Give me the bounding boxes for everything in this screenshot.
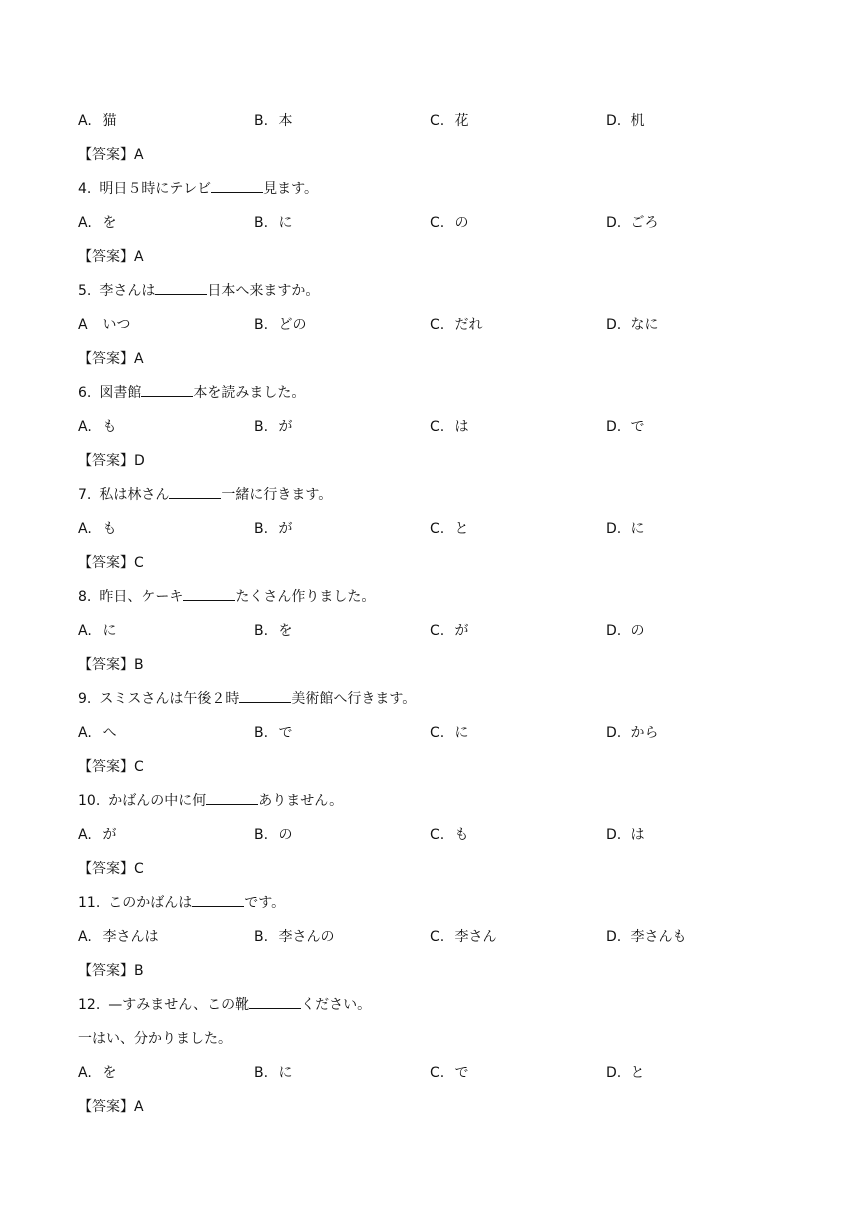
option-label: B. (254, 113, 269, 129)
option-b (254, 724, 430, 758)
option-text: と (454, 521, 469, 537)
option-d (606, 418, 782, 452)
option-text: いつ (102, 317, 131, 333)
option-label: C. (430, 113, 445, 129)
question-line (78, 180, 798, 214)
option-label: A. (78, 725, 92, 741)
option-a (78, 214, 254, 248)
option-label: B. (254, 929, 269, 945)
option-a (78, 622, 254, 656)
option-label: B. (254, 419, 269, 435)
option-c (430, 520, 606, 554)
option-label: C. (430, 419, 445, 435)
option-text: 李さん (454, 929, 497, 945)
question-text-before: スミスさんは午後２時 (99, 691, 240, 707)
option-label: D. (606, 419, 622, 435)
question-text-before: —すみません、この靴 (108, 997, 250, 1013)
option-label: C. (430, 521, 445, 537)
option-text: を (102, 1065, 117, 1081)
question-line (78, 894, 798, 928)
option-label: D. (606, 113, 622, 129)
option-b (254, 316, 430, 350)
option-c (430, 112, 606, 146)
answer-blank (249, 996, 301, 1009)
option-d (606, 214, 782, 248)
option-text: ごろ (630, 215, 659, 231)
option-text: 李さんは (102, 929, 159, 945)
option-a (78, 418, 254, 452)
option-a (78, 1064, 254, 1098)
option-b (254, 1064, 430, 1098)
question-line (78, 996, 798, 1030)
option-text: と (630, 1065, 645, 1081)
option-text: に (630, 521, 645, 537)
question-text-after: 一緒に行きます。 (221, 487, 333, 503)
option-c (430, 826, 606, 860)
option-text: の (630, 623, 645, 639)
answer-line: 【答案】C (78, 759, 144, 775)
option-label: B. (254, 215, 269, 231)
option-label: B. (254, 1065, 269, 1081)
option-label: C. (430, 317, 445, 333)
option-c (430, 928, 606, 962)
question-line (78, 792, 798, 826)
option-row (78, 928, 798, 962)
option-label: D. (606, 521, 622, 537)
question-text-before: かばんの中に何 (108, 793, 207, 809)
question-text-after: 美術館へ行きます。 (291, 691, 417, 707)
answer-line: 【答案】C (78, 555, 144, 571)
option-label: A (78, 317, 88, 333)
question-text-after: 日本へ来ますか。 (207, 283, 320, 299)
answer-line: 【答案】D (78, 453, 145, 469)
option-d (606, 1064, 782, 1098)
option-text: で (630, 419, 645, 435)
option-label: C. (430, 215, 445, 231)
option-b (254, 112, 430, 146)
option-d (606, 622, 782, 656)
option-row (78, 214, 798, 248)
option-c (430, 316, 606, 350)
option-text: に (278, 215, 293, 231)
option-text: どの (278, 317, 307, 333)
option-d (606, 520, 782, 554)
question-text-after: ください。 (301, 997, 372, 1013)
option-b (254, 418, 430, 452)
option-b (254, 928, 430, 962)
option-a (78, 316, 254, 350)
option-text: 猫 (102, 113, 117, 129)
option-a (78, 724, 254, 758)
option-text: も (102, 419, 117, 435)
answer-blank (239, 690, 291, 703)
option-text: を (102, 215, 117, 231)
question-text-before: 昨日、ケーキ (99, 589, 184, 605)
question-text-after: たくさん作りました。 (235, 589, 376, 605)
option-label: B. (254, 623, 269, 639)
option-text: が (278, 419, 293, 435)
option-label: D. (606, 215, 622, 231)
answer-blank (211, 180, 263, 193)
option-d (606, 928, 782, 962)
option-label: B. (254, 827, 269, 843)
option-text: が (278, 521, 293, 537)
answer-line: 【答案】A (78, 1099, 144, 1115)
option-text: 李さんの (278, 929, 335, 945)
option-text: 花 (454, 113, 469, 129)
option-a (78, 826, 254, 860)
option-text: が (454, 623, 469, 639)
option-label: A. (78, 521, 92, 537)
option-c (430, 1064, 606, 1098)
option-text: なに (630, 317, 659, 333)
answer-line: 【答案】A (78, 147, 144, 163)
option-d (606, 724, 782, 758)
question-line (78, 282, 798, 316)
option-row (78, 520, 798, 554)
answer-line: 【答案】A (78, 351, 144, 367)
option-row (78, 112, 798, 146)
option-text: も (102, 521, 117, 537)
option-text: 李さんも (630, 929, 687, 945)
option-label: A. (78, 419, 92, 435)
option-text: で (278, 725, 293, 741)
question-line (78, 690, 798, 724)
question-text-after: 見ます。 (263, 181, 318, 197)
option-label: D. (606, 929, 622, 945)
option-b (254, 214, 430, 248)
option-c (430, 418, 606, 452)
option-text: の (454, 215, 469, 231)
option-label: D. (606, 623, 622, 639)
option-label: C. (430, 929, 445, 945)
option-label: B. (254, 317, 269, 333)
option-a (78, 928, 254, 962)
option-label: D. (606, 725, 622, 741)
option-label: A. (78, 113, 92, 129)
option-b (254, 622, 430, 656)
question-number: 4. (78, 181, 92, 197)
option-text: を (278, 623, 293, 639)
question-text-before: 私は林さん (99, 487, 170, 503)
question-text-before: 明日５時にテレビ (99, 181, 212, 197)
option-text: に (454, 725, 469, 741)
option-label: C. (430, 827, 445, 843)
option-text: 机 (630, 113, 645, 129)
answer-blank (169, 486, 221, 499)
question-line (78, 588, 798, 622)
option-text: へ (102, 725, 117, 741)
question-number: 9. (78, 691, 92, 707)
question-text-before: 図書館 (99, 385, 142, 401)
option-text: で (454, 1065, 469, 1081)
answer-blank (155, 282, 207, 295)
option-text: だれ (454, 317, 483, 333)
option-label: D. (606, 827, 622, 843)
question-number: 12. (78, 997, 101, 1013)
option-label: B. (254, 725, 269, 741)
answer-line: 【答案】B (78, 963, 144, 979)
question-text-before: 李さんは (99, 283, 156, 299)
document-page (78, 112, 798, 1132)
answer-line: 【答案】B (78, 657, 144, 673)
option-row (78, 724, 798, 758)
question-number: 6. (78, 385, 92, 401)
option-text: の (278, 827, 293, 843)
option-d (606, 316, 782, 350)
option-row (78, 622, 798, 656)
question-text-before: このかばんは (108, 895, 193, 911)
answer-blank (141, 384, 193, 397)
option-c (430, 214, 606, 248)
option-b (254, 826, 430, 860)
option-label: C. (430, 1065, 445, 1081)
answer-blank (192, 894, 244, 907)
answer-blank (206, 792, 258, 805)
dialogue-line: 一はい、分かりました。 (78, 1031, 232, 1047)
answer-blank (183, 588, 235, 601)
option-label: A. (78, 215, 92, 231)
question-number: 8. (78, 589, 92, 605)
option-text: は (454, 419, 469, 435)
option-text: に (102, 623, 117, 639)
option-label: A. (78, 623, 92, 639)
option-text: が (102, 827, 117, 843)
option-a (78, 520, 254, 554)
option-row (78, 316, 798, 350)
option-label: C. (430, 725, 445, 741)
option-label: A. (78, 929, 92, 945)
option-row (78, 826, 798, 860)
option-d (606, 112, 782, 146)
option-label: C. (430, 623, 445, 639)
option-text: から (630, 725, 659, 741)
answer-line: 【答案】C (78, 861, 144, 877)
option-c (430, 622, 606, 656)
option-label: A. (78, 1065, 92, 1081)
option-label: D. (606, 1065, 622, 1081)
option-text: に (278, 1065, 293, 1081)
question-line (78, 486, 798, 520)
question-number: 10. (78, 793, 101, 809)
option-text: は (630, 827, 645, 843)
answer-line: 【答案】A (78, 249, 144, 265)
option-row (78, 418, 798, 452)
question-number: 7. (78, 487, 92, 503)
question-number: 5. (78, 283, 92, 299)
option-c (430, 724, 606, 758)
option-label: D. (606, 317, 622, 333)
option-d (606, 826, 782, 860)
question-line (78, 384, 798, 418)
option-row (78, 1064, 798, 1098)
question-text-after: 本を読みました。 (193, 385, 306, 401)
option-text: も (454, 827, 469, 843)
option-a (78, 112, 254, 146)
question-text-after: ありません。 (258, 793, 344, 809)
question-number: 11. (78, 895, 101, 911)
option-text: 本 (278, 113, 293, 129)
option-b (254, 520, 430, 554)
question-text-after: です。 (244, 895, 286, 911)
option-label: A. (78, 827, 92, 843)
option-label: B. (254, 521, 269, 537)
